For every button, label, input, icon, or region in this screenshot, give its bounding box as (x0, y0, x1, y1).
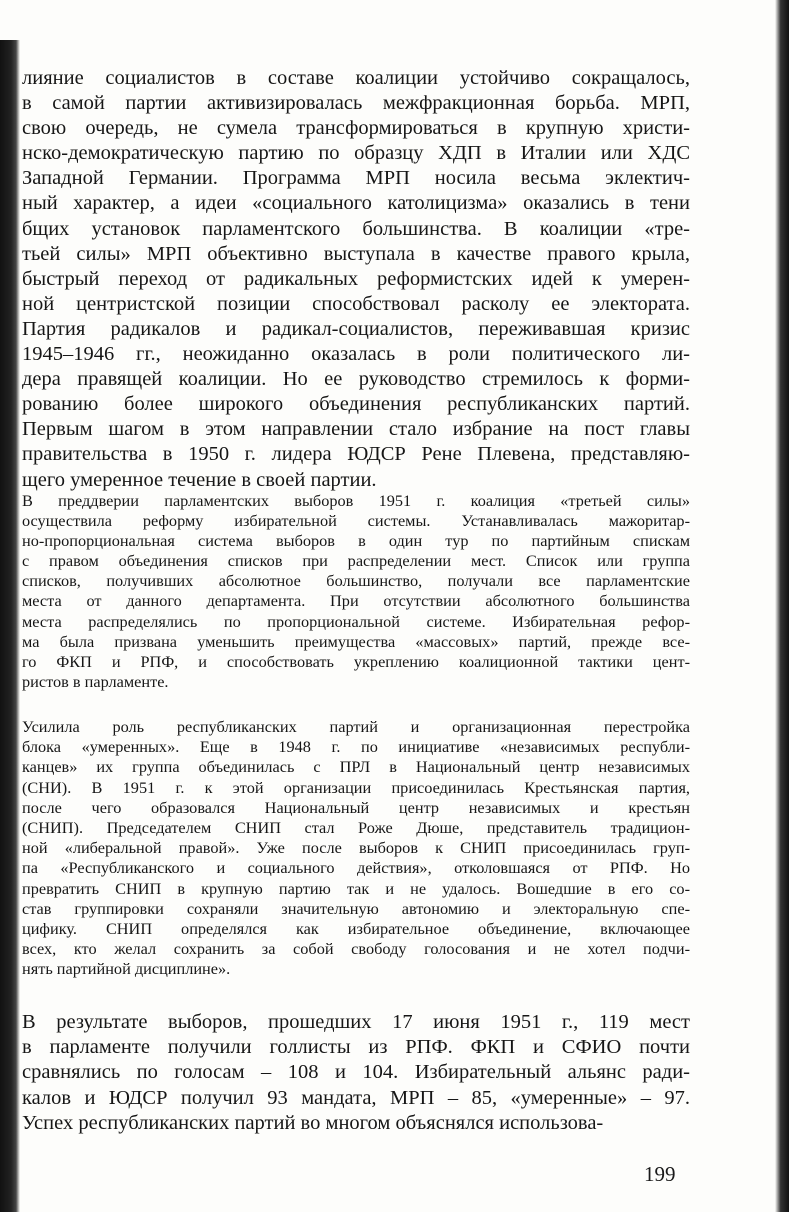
text-line: цифику. СНИП определялся как избирательное объединение, включающее (22, 919, 690, 939)
text-line: но-пропорциональная система выборов в один тур по партийным спискам (22, 531, 690, 551)
text-line: сравнялись по голосам – 108 и 104. Избирательный альянс ради- (22, 1061, 690, 1084)
text-line: всех, кто желал сохранить за собой свободу голосования и не хотел подчи- (22, 939, 690, 959)
text-line: Партия радикалов и радикал-социалистов, переживавшая кризис (22, 317, 690, 340)
text-line: места распределялись по пропорциональной системе. Избирательная рефор- (22, 611, 690, 631)
text-line: ной центристской позиции способствовал расколу ее электората. (22, 292, 690, 315)
text-line: после чего образовался Национальный центр независимых и крестьян (22, 797, 690, 817)
text-line: канцев» их группа объединилась с ПРЛ в Национальный центр независимых (22, 757, 690, 777)
text-line: ный характер, а идеи «социального католицизма» оказались в тени (22, 192, 690, 215)
text-line: Западной Германии. Программа МРП носила весьма эклектич- (22, 167, 690, 190)
text-line: Первым шагом в этом направлении стало избрание на пост главы (22, 418, 690, 441)
text-line: го ФКП и РПФ, и способствовать укреплению коалиционной тактики цент- (22, 651, 690, 671)
text-line: свою очередь, не сумела трансформироваться в крупную христи- (22, 117, 690, 140)
text-line: 1945–1946 гг., неожиданно оказалась в роли политического ли- (22, 343, 690, 366)
text-line: В преддверии парламентских выборов 1951 г. коалиция «третьей силы» (22, 491, 690, 510)
page-edge-shadow (775, 0, 789, 1212)
text-line: места от данного департамента. При отсутствии абсолютного большинства (22, 591, 690, 611)
binding-shadow (0, 40, 20, 1212)
page-number: 199 (644, 1162, 676, 1186)
paragraph-small-2 (22, 717, 690, 980)
text-line: превратить СНИП в крупную партию так и не удалось. Вошедшие в его со- (22, 878, 690, 898)
text-line: ма была призвана уменьшить преимущества «массовых» партий, прежде все- (22, 631, 690, 651)
text-line: щего умеренное течение в своей партии. (22, 468, 377, 491)
text-line: рованию более широкого объединения республиканских партий. (22, 393, 690, 416)
paragraph-main-1 (22, 66, 690, 493)
text-line: Усилила роль республиканских партий и организационная перестройка (22, 717, 690, 736)
text-line: Успех республиканских партий во многом объяснялся использова- (22, 1111, 604, 1134)
text-line: в самой партии активизировалась межфракционная борьба. МРП, (22, 92, 690, 115)
text-line: дера правящей коалиции. Но ее руководство стремилось к форми- (22, 368, 690, 391)
text-line: па «Республиканского и социального действия», отколовшаяся от РПФ. Но (22, 858, 690, 878)
text-line: с правом объединения списков при распределении мест. Список или группа (22, 551, 690, 571)
text-line: бщих установок парламентского большинства. В коалиции «тре- (22, 217, 690, 240)
text-line: осуществила реформу избирательной системы. Устанавливалась мажоритар- (22, 511, 690, 531)
text-line: нско-демократическую партию по образцу ХДП в Италии или ХДС (22, 142, 690, 165)
text-line: (СНИП). Председателем СНИП стал Роже Дюше, представитель традицион- (22, 818, 690, 838)
text-line: ристов в парламенте. (22, 671, 169, 691)
text-line: списков, получивших абсолютное большинство, получали все парламентские (22, 571, 690, 591)
text-line: блока «умеренных». Еще в 1948 г. по инициативе «независимых республи- (22, 737, 690, 757)
paragraph-main-2 (22, 1010, 690, 1136)
text-line: нять партийной дисциплине». (22, 959, 231, 979)
text-line: ной «либеральной правой». Уже после выборов к СНИП присоединилась груп- (22, 838, 690, 858)
text-line: лияние социалистов в составе коалиции устойчиво сокращалось, (22, 67, 690, 89)
text-line: став группировки сохраняли значительную автономию и электоральную спе- (22, 898, 690, 918)
text-line: правительства в 1950 г. лидера ЮДСР Рене Плевена, представляю- (22, 443, 690, 466)
text-line: (СНИ). В 1951 г. к этой организации присоединилась Крестьянская партия, (22, 777, 690, 797)
paragraph-small-1 (22, 491, 690, 692)
text-line: калов и ЮДСР получил 93 мандата, МРП – 85, «умеренные» – 97. (22, 1086, 690, 1109)
text-line: быстрый переход от радикальных реформистских идей к умерен- (22, 267, 690, 290)
text-line: в парламенте получили голлисты из РПФ. ФКП и СФИО почти (22, 1036, 690, 1059)
text-line: тьей силы» МРП объективно выступала в качестве правого крыла, (22, 242, 690, 265)
text-line: В результате выборов, прошедших 17 июня 1951 г., 119 мест (22, 1011, 690, 1033)
